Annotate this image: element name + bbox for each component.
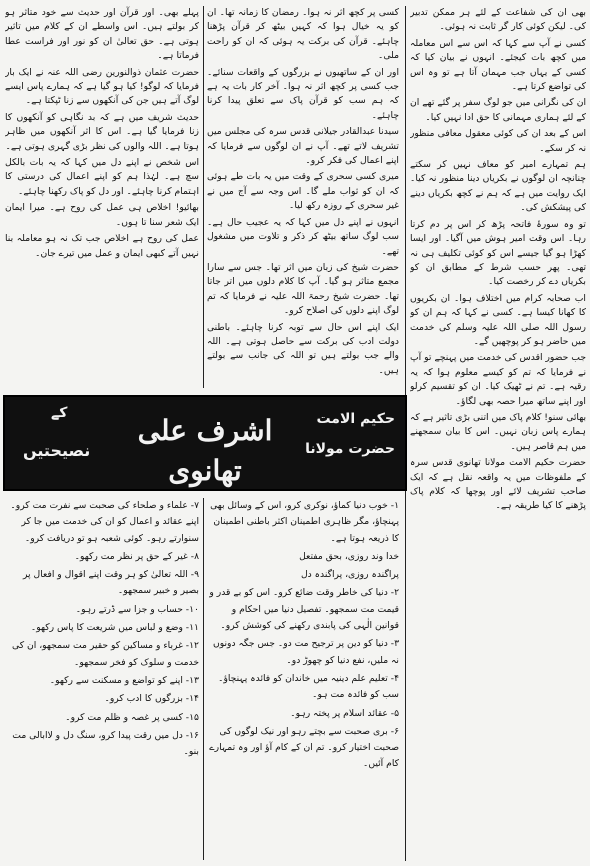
article-paragraph: اس کے بعد ان کی کوئی معقول معافی منظور نہ کر سکے۔ [410, 128, 586, 154]
list-item: ۳- دنیا کو دین پر ترجیح مت دو۔ جس جگہ دونوں نہ ملیں، نفع دنیا کو چھوڑ دو۔ [212, 638, 399, 666]
column-right [410, 6, 586, 861]
list-item: ۶- بری صحبت سے بچتے رہو اور نیک لوگوں کی صحبت اختیار کرو۔ تم ان کے کام آؤ اور وہ تمہارے کام آئیں۔ [209, 725, 399, 770]
list-item: ۷- علماء و صلحاء کی صحبت سے نفرت مت کرو۔ اپنے عقائد و اعمال کو ان کی خدمت میں جا کر سنوارتے رہو۔ کوئی شعبہ ہو تو دریافت کرو۔ [10, 500, 199, 544]
banner-title-prefix-1: حکیم الامت [316, 411, 395, 427]
article-paragraph: حضرت شیخ کی زبان میں اثر تھا۔ جس سے سارا مجمع متاثر ہو گیا۔ آپ کا کلام دلوں میں اتر جاتا تھا۔ حضرت شیخ رحمۃ اللہ علیہ نے فرمایا کہ تم لوگ اپنے دلوں کی اصلاح کرو۔ [207, 261, 399, 317]
list-item: ۱۵- کسی پر غصہ و ظلم مت کرو۔ [65, 711, 199, 723]
article-paragraph: حضرت عثمان ذوالنورین رضی اللہ عنہ نے ایک بار فرمایا کہ لوگو! کیا ہو گیا ہے کہ ہمارے پاس ایسے لوگ آتے ہیں جن کی آنکھوں سے زنا ٹپکتا ہے۔ [5, 66, 199, 107]
list-item: ۴- تعلیم علم دینیہ میں خاندان کو فائدہ پہنچاؤ۔ سب کو فائدہ مت ہو۔ [218, 672, 399, 701]
list-item: ۸- غیر کے حق پر نظر مت رکھو۔ [74, 550, 199, 562]
article-paragraph: بھائیو! اخلاص ہی عمل کی روح ہے۔ میرا ایمان ایک شعر سنا تا ہوں۔ [5, 202, 199, 228]
column-middle [207, 6, 399, 388]
article-paragraph: بھی ان کی شفاعت کے لئے ہر ممکن تدبیر کی۔ لیکن کوئی کار گر ثابت نہ ہوئی۔ [410, 7, 586, 33]
article-paragraph: ہم تمہارے امیر کو معاف نہیں کر سکتے چنانچہ ان لوگوں نے بکریاں دینا منظور نہ کیا۔ ایک روایت میں ہے کہ ہم نے کچھ بکریاں دینے کی پیشکش کی۔ [410, 159, 586, 214]
banner-title-main: اشرف علی تھانوی [137, 414, 273, 487]
list-item: پراگندہ روزی، پراگندہ دل [300, 569, 399, 581]
article-paragraph: سیدنا عبدالقادر جیلانی قدس سرہ کی مجلس میں تشریف لاتے تھے۔ آپ نے ان لوگوں سے فرمایا کہ اپنے اعمال کی فکر کرو۔ [207, 126, 399, 167]
list-item: ۱۲- غرباء و مساکین کو حقیر مت سمجھو، ان کی خدمت و سلوک کو فخر سمجھو۔ [12, 640, 199, 668]
list-item: ۱۳- اپنے کو تواضع و مسکنت سے رکھو۔ [49, 674, 199, 686]
article-paragraph: پہلے بھی۔ اور قرآن اور حدیث سے خود متاثر ہو کر بولتے ہیں۔ اس واسطے ان کے کلام میں تاثیر ہوتی ہے۔ حق تعالیٰ ان کو نور اور فراست عطا فرماتا ہے۔ [5, 7, 199, 62]
article-paragraph: میری کسی سحری کے وقت میں یہ بات طے ہوئی کہ ان کو ثواب ملے گا۔ اس وجہ سے آج میں نے غیر سحری کے روزہ رکھ لیا۔ [207, 171, 399, 212]
article-paragraph: اب صحابہ کرام میں اختلاف ہوا۔ ان بکریوں کا کھانا کیسا ہے۔ کسی نے کہا کہ ہم ان کو رسول اللہ صلی اللہ علیہ وسلم کی خدمت میں حاضر ہو کر پوچھیں گے۔ [410, 292, 586, 347]
list-item: خدا وند روزی، بحق مفتعل [299, 550, 399, 562]
list-item: ۲- دنیا کی خاطر وقت ضائع کرو۔ اس کو بے قدر و قیمت مت سمجھو۔ تفصیل دنیا میں احکام و قوانین الٰہی کی پابندی رکھنے کی کوشش کرو۔ [209, 587, 399, 632]
list-item: ۱- خوب دنیا کماؤ، نوکری کرو، اس کے وسائل بھی پہنچاؤ، مگر ظاہری اطمینان اکثر باطنی اطمینان کا ذریعہ ہوتا ہے۔ [210, 500, 399, 544]
article-paragraph: کسی پر کچھ اثر نہ ہوا۔ رمضان کا زمانہ تھا۔ ان کو یہ خیال ہوا کہ کہیں بیٹھ کر قرآن پڑھنا چاہئے۔ قرآن کی برکت یہ ہوئی کہ ان کو راحت ملی۔ [207, 7, 399, 62]
banner-title-suffix-bottom: نصیحتیں [23, 441, 91, 460]
list-item: ۱۴- بزرگوں کا ادب کرو۔ [104, 693, 199, 705]
list-item: ۱۶- دل میں رقت پیدا کرو، سنگ دل و لاابالی مت بنو۔ [12, 729, 199, 758]
article-paragraph: حضرت حکیم الامت مولانا تھانوی قدس سرہ کے ملفوظات میں یہ واقعہ نقل ہے کہ ایک صاحب تشریف لائے اور پوچھا کہ کلام پاک پڑھنے کا کیا طریقہ ہے۔ [410, 457, 586, 512]
article-paragraph: انہوں نے اپنے دل میں کہا کہ یہ عجیب حال ہے۔ سب لوگ ساتھ بیٹھ کر ذکر و تلاوت میں مشغول تھے۔ [207, 216, 399, 257]
advice-list-left [5, 498, 199, 860]
article-paragraph: ان کی نگرانی میں جو لوگ سفر پر گئے تھے ان کے لئے ہماری مہمانی کا حق ادا نہیں کیا۔ [410, 97, 586, 123]
title-banner [3, 395, 407, 491]
article-paragraph: اور ان کے ساتھیوں نے بزرگوں کے واقعات سنائے۔ جب کسی پر کچھ اثر نہ ہوا۔ آخر کار بات یہ ہے کہ ہم سب کو قرآن پاک سے تعلق پیدا کرنا چاہئے۔ [207, 66, 399, 121]
banner-title-suffix-top: کے [51, 405, 68, 421]
list-item: ۱۰- حساب و جزا سے ڈرتے رہو۔ [75, 603, 199, 615]
article-paragraph: ایک اپنے اس حال سے توبہ کرنا چاہئے۔ باطنی دولت ادب کی برکت سے حاصل ہوتی ہے۔ اللہ والے جب بولتے ہیں تو اللہ کی جانب سے بولتے ہیں۔ [207, 321, 399, 376]
article-paragraph: جب حضور اقدس کی خدمت میں پہنچے تو آپ نے فرمایا کہ تم کو کیسے معلوم ہوا کہ یہ رقیہ ہے۔ تم نے ٹھیک کیا۔ ان کو تقسیم کرلو اور اپنے ساتھ میرا حصہ بھی لگاؤ۔ [410, 352, 586, 407]
article-paragraph: اس شخص نے اپنے دل میں کہا کہ یہ بات بالکل سچ ہے۔ لہٰذا ہم کو اپنے اعمال کی درستی کا اہتمام کرنا چاہئے۔ اور دل کو پاک رکھنا چاہئے۔ [5, 157, 199, 197]
article-paragraph: بھائی سنو! کلام پاک میں اتنی بڑی تاثیر ہے کہ ہمارے پاس زبان نہیں۔ اس کا بیان سمجھنے میں ہم قاصر ہیں۔ [410, 411, 586, 452]
column-left [5, 6, 199, 388]
list-item: ۵- عقائد اسلام پر پختہ رہو۔ [290, 707, 399, 719]
article-paragraph: حدیث شریف میں ہے کہ بد نگاہی کو آنکھوں کا زنا فرمایا گیا ہے۔ اس کا اثر آنکھوں میں ظاہر ہوتا ہے۔ اللہ والوں کی نظر بڑی گہری ہوتی ہے۔ [5, 111, 199, 152]
list-divider [203, 498, 204, 860]
list-item: ۹- اللہ تعالیٰ کو ہر وقت اپنے اقوال و افعال پر بصیر و خبیر سمجھو۔ [22, 569, 199, 597]
list-item: ۱۱- وضع و لباس میں شریعت کا پاس رکھو۔ [30, 622, 199, 634]
column-divider [203, 6, 204, 388]
article-paragraph: تو وہ سورۂ فاتحہ پڑھ کر اس پر دم کرتا رہا۔ اس وقت امیر ہوش میں آگیا۔ اور ایسا کھڑا ہو گیا جیسے اس کو کوئی تکلیف ہی نہ تھی۔ پھر حسب شرط کے مطابق ان کو بکریاں دے کر رخصت کیا۔ [410, 218, 586, 288]
banner-title-prefix-2: حضرت مولانا [305, 441, 395, 457]
advice-list-right [207, 498, 399, 860]
article-paragraph: کسی نے آپ سے کہا کہ اس سے اس معاملہ میں کچھ بات کیجئے۔ انہوں نے بیان کیا کہ کسی کے یہاں جب مہمان آتا ہے تو وہ اس کی تواضع کرتا ہے۔ [410, 37, 586, 93]
article-paragraph: عمل کی روح ہے اخلاص جب تک نہ ہو معاملہ بنا نہیں آتے کبھی ایمان و عمل میں تیرے جان۔ [5, 233, 199, 259]
